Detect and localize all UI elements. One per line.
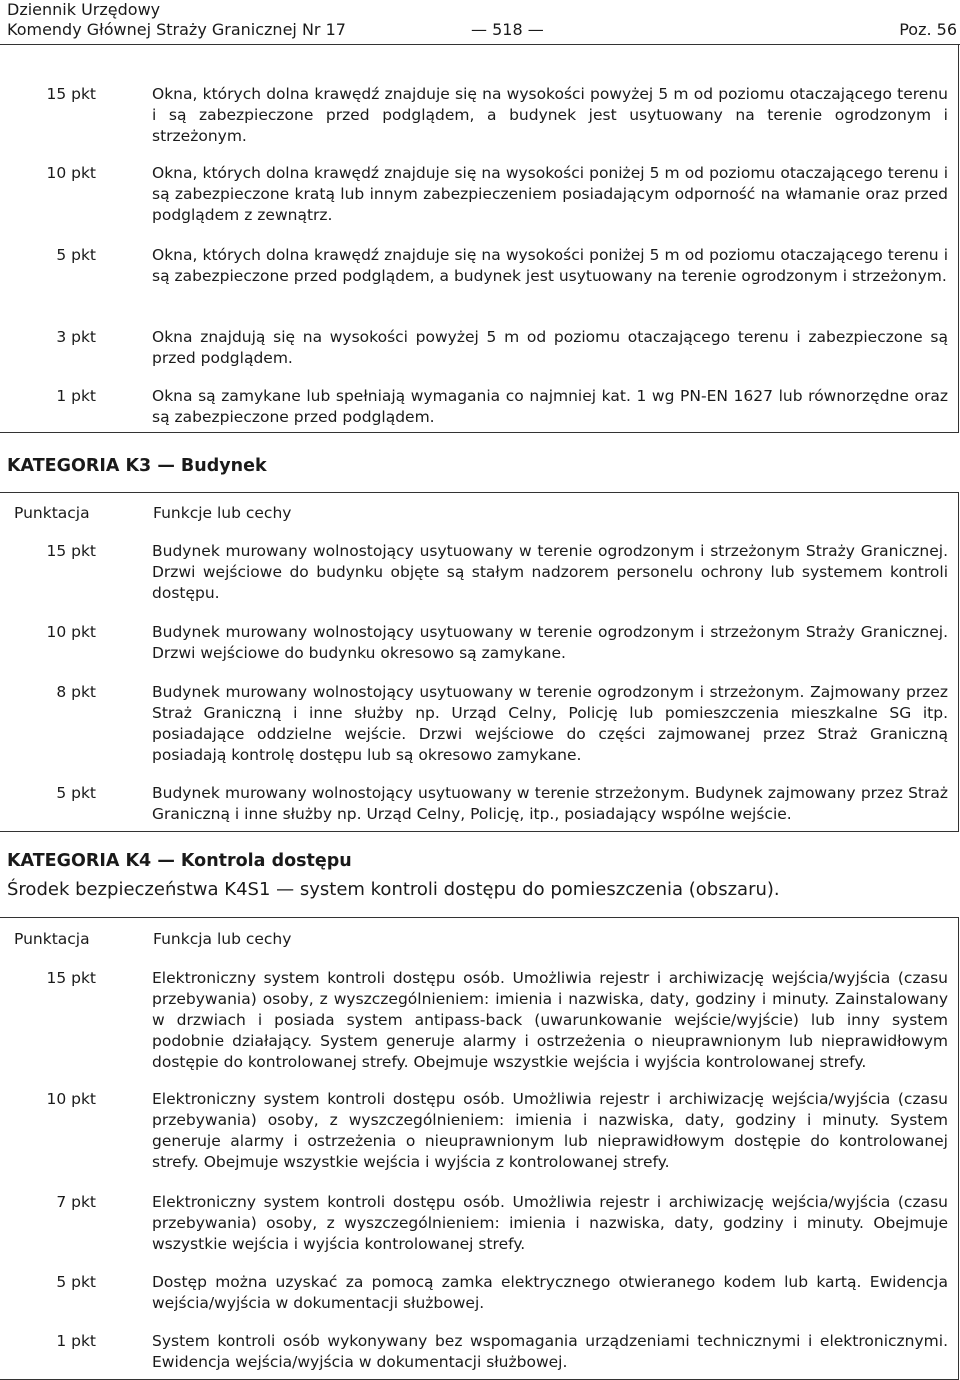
- journal-title: Dziennik Urzędowy: [7, 0, 161, 19]
- table-row: [0, 541, 958, 604]
- table-row: [0, 1272, 958, 1314]
- table-row: [0, 163, 958, 226]
- row-points: 15 pkt: [46, 542, 96, 560]
- windows-table: [0, 44, 959, 433]
- row-text: Dostęp można uzyskać za pomocą zamka elektrycznego otwieranego kodem lub kartą. Ewidencja wejścia/wyjścia w dokumentacji służbowej.: [152, 1273, 948, 1312]
- page-header: [7, 0, 957, 42]
- row-text: Okna, których dolna krawędź znajduje się na wysokości powyżej 5 m od poziomu otaczającego terenu i są zabezpieczone przed podglądem, a budynek jest usytuowany na terenie ogrodzonym i strzeżonym.: [152, 85, 948, 145]
- row-points: 10 pkt: [46, 164, 96, 182]
- col-header-features: Funkcja lub cechy: [153, 930, 292, 948]
- row-text: Budynek murowany wolnostojący usytuowany w terenie strzeżonym. Budynek zajmowany przez Straż Graniczną i inne służby np. Urząd Celny, Policję, itp., posiadający wspólne wejście.: [152, 784, 948, 823]
- row-text: System kontroli osób wykonywany bez wspomagania urządzeniami technicznymi i elektronicznymi. Ewidencja wejścia/wyjścia w dokumentacji służbowej.: [152, 1332, 948, 1371]
- table-row: [0, 968, 958, 1073]
- k3-table: [0, 492, 959, 832]
- row-points: 15 pkt: [46, 85, 96, 103]
- row-text: Okna, których dolna krawędź znajduje się na wysokości poniżej 5 m od poziomu otaczającego terenu i są zabezpieczone kratą lub innym zabezpieczeniem posiadającym odporność na włamanie oraz przed podglądem z zewnątrz.: [152, 164, 948, 224]
- journal-issuer: Komendy Głównej Straży Granicznej Nr 17: [7, 20, 346, 39]
- position-number: Poz. 56: [899, 20, 957, 39]
- col-header-features: Funkcje lub cechy: [153, 504, 292, 522]
- row-text: Elektroniczny system kontroli dostępu osób. Umożliwia rejestr i archiwizację wejścia/wyjścia (czasu przebywania) osoby, z wyszczególnieniem: imienia i nazwiska, daty, godziny i minuty. System generuje alarmy i ostrzeżenia o nieuprawnionym lub nieprawidłowym dostępie do kontrolowanej strefy. Obejmuje wszystkie wejścia i wyjścia z kontrolowanej strefy.: [152, 1090, 948, 1171]
- row-points: 5 pkt: [56, 246, 96, 264]
- table-row: [0, 327, 958, 369]
- table-row: [0, 1192, 958, 1255]
- row-text: Budynek murowany wolnostojący usytuowany w terenie ogrodzonym i strzeżonym. Zajmowany przez Straż Graniczną i inne służby np. Urząd Celny, Policję lub pomieszczenia mieszkalne SG itp. posiadające oddzielne wejście. Drzwi wejściowe do części zajmowanej przez Straż Graniczną posiadają kontrolę dostępu lub są okresowo zamykane.: [152, 683, 948, 764]
- row-points: 5 pkt: [56, 784, 96, 802]
- row-text: Elektroniczny system kontroli dostępu osób. Umożliwia rejestr i archiwizację wejścia/wyjścia (czasu przebywania) osoby, z wyszczególnieniem: imienia i nazwiska, daty, godziny i minuty. Zainstalowany w drzwiach i posiada system antipass-back (uwarunkowanie wejście/wyjście) lub inny system podobnie działający. System generuje alarmy i ostrzeżenia o nieuprawnionym lub nieprawidłowym dostępie do kontrolowanej strefy. Obejmuje wszystkie wejścia i wyjścia kontrolowanej strefy.: [152, 969, 948, 1071]
- table-row: [0, 245, 958, 287]
- k4-table: [0, 917, 959, 1380]
- col-header-points: Punktacja: [14, 930, 90, 948]
- row-text: Elektroniczny system kontroli dostępu osób. Umożliwia rejestr i archiwizację wejścia/wyjścia (czasu przebywania) osoby, z wyszczególnieniem: imienia i nazwiska, daty, godziny i minuty. Obejmuje wszystkie wejścia i wyjścia kontrolowanej strefy.: [152, 1193, 948, 1253]
- page-number: — 518 —: [471, 20, 544, 39]
- table-row: [0, 386, 958, 428]
- row-text: Budynek murowany wolnostojący usytuowany w terenie ogrodzonym i strzeżonym Straży Granicznej. Drzwi wejściowe do budynku okresowo są zamykane.: [152, 623, 948, 662]
- table-row: [0, 783, 958, 825]
- row-points: 7 pkt: [56, 1193, 96, 1211]
- row-text: Okna znajdują się na wysokości powyżej 5 m od poziomu otaczającego terenu i zabezpieczone są przed podglądem.: [152, 328, 948, 367]
- row-points: 3 pkt: [56, 328, 96, 346]
- k4-title: KATEGORIA K4 — Kontrola dostępu: [7, 851, 352, 871]
- row-points: 1 pkt: [56, 387, 96, 405]
- k3-title: KATEGORIA K3 — Budynek: [7, 456, 267, 476]
- table-row: [0, 1089, 958, 1173]
- row-points: 1 pkt: [56, 1332, 96, 1350]
- col-header-points: Punktacja: [14, 504, 90, 522]
- table-row: [0, 1331, 958, 1373]
- table-row: [0, 84, 958, 147]
- row-points: 5 pkt: [56, 1273, 96, 1291]
- table-row: [0, 622, 958, 664]
- row-points: 8 pkt: [56, 683, 96, 701]
- row-points: 15 pkt: [46, 969, 96, 987]
- table-row: [0, 682, 958, 766]
- row-points: 10 pkt: [46, 1090, 96, 1108]
- row-text: Budynek murowany wolnostojący usytuowany w terenie ogrodzonym i strzeżonym Straży Granicznej. Drzwi wejściowe do budynku objęte są stałym nadzorem personelu ochrony lub systemem kontroli dostępu.: [152, 542, 948, 602]
- k4-subtitle: Środek bezpieczeństwa K4S1 — system kontroli dostępu do pomieszczenia (obszaru).: [7, 879, 780, 900]
- row-text: Okna są zamykane lub spełniają wymagania co najmniej kat. 1 wg PN-EN 1627 lub równorzędne oraz są zabezpieczone przed podglądem.: [152, 387, 948, 426]
- row-text: Okna, których dolna krawędź znajduje się na wysokości poniżej 5 m od poziomu otaczającego terenu i są zabezpieczone przed podglądem, a budynek jest usytuowany na terenie ogrodzonym i strzeżonym.: [152, 246, 948, 285]
- row-points: 10 pkt: [46, 623, 96, 641]
